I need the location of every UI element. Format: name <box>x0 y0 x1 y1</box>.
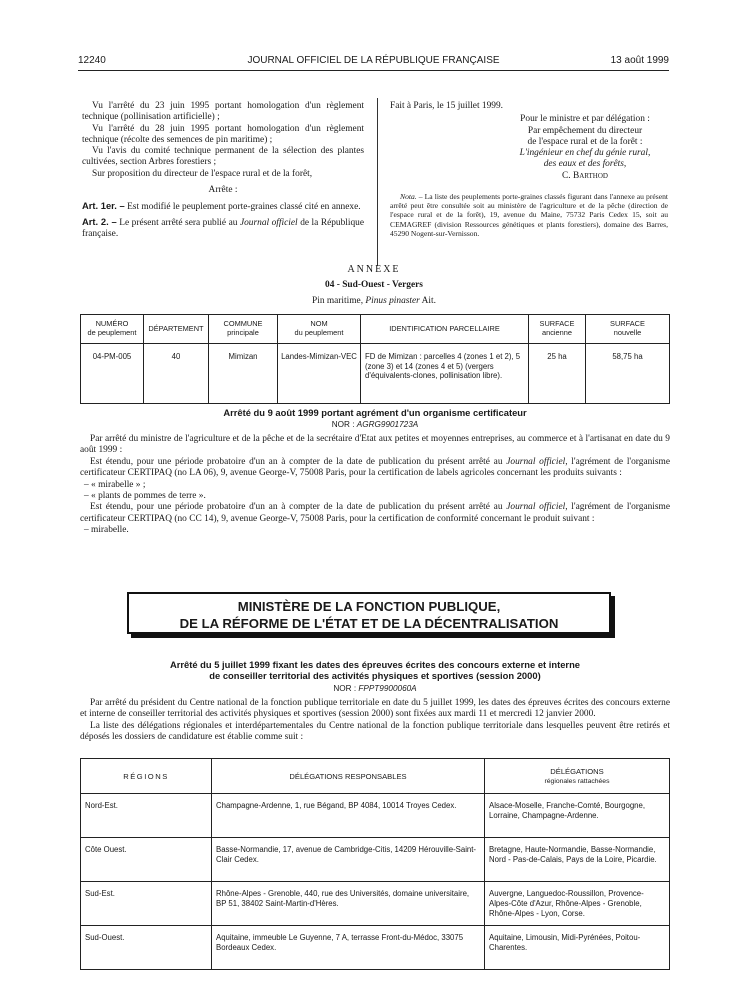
signature-block <box>500 114 670 182</box>
arrete-2-body <box>80 434 670 537</box>
column-divider <box>377 98 378 266</box>
cell-departement: 40 <box>144 344 209 404</box>
article-2 <box>82 216 364 241</box>
list-item: – « plants de pommes de terre ». <box>84 491 206 502</box>
table-row <box>81 838 670 882</box>
column-header: DÉPARTEMENT <box>144 315 209 344</box>
cell-region: Sud-Est. <box>81 882 212 926</box>
column-header: DÉLÉGATIONS régionales rattachées <box>485 759 670 794</box>
delegations-table <box>80 758 670 970</box>
column-header: SURFACE nouvelle <box>586 315 670 344</box>
cell-region: Sud-Ouest. <box>81 926 212 970</box>
ministry-line: MINISTÈRE DE LA FONCTION PUBLIQUE, <box>237 599 501 614</box>
nota-label: Nota. – <box>400 192 423 202</box>
column-header: DÉLÉGATIONS RESPONSABLES <box>212 759 485 794</box>
table-header-row <box>81 759 670 794</box>
header-rule <box>78 70 669 71</box>
table-row <box>81 882 670 926</box>
cell-surface-ancienne: 25 ha <box>529 344 586 404</box>
journal-title: JOURNAL OFFICIEL DE LA RÉPUBLIQUE FRANÇAISE <box>247 55 500 66</box>
cell-rattachees: Bretagne, Haute-Normandie, Basse-Normandie, Nord - Pas-de-Calais, Pays de la Loire, Picardie. <box>485 838 670 882</box>
body-paragraph: Par arrêté du président du Centre national de la fonction publique territoriale en date du 5 juillet 1999, les dates des épreuves écrites des concours externe et interne de conseiller territorial des activités physiques et sportives (session 2000) sont fixées aux mardi 11 et mercredi 12 janvier 2000. <box>80 698 670 720</box>
annex-title: ANNEXE <box>347 264 401 275</box>
signature-line: Par empêchement du directeur <box>527 125 643 136</box>
annex-species: Pin maritime, Pinus pinaster Ait. <box>312 296 436 306</box>
column-header: SURFACE ancienne <box>529 315 586 344</box>
signatory-title: L'ingénieur en chef du génie rural, <box>519 148 651 159</box>
body-paragraph: Est étendu, pour une période probatoire d'un an à compter de la date de publication du présent arrêté au Journal officiel, l'agrément de l'organisme certificateur CERTIPAQ (no CC 14), 9, avenue George-V, 75008 Paris, pour la certification de conformité concernant le produit suivant : <box>80 502 671 524</box>
cell-surface-nouvelle: 58,75 ha <box>586 344 670 404</box>
article-2-text-b: de la République française. <box>82 217 365 239</box>
table-header-row <box>81 315 670 344</box>
left-column <box>82 101 364 240</box>
article-1 <box>82 200 364 213</box>
cell-region: Côte Ouest. <box>81 838 212 882</box>
arrete-heading: Arrête : <box>208 185 238 196</box>
table-row <box>81 794 670 838</box>
article-2-text-a: Le présent arrêté sera publié au <box>119 217 238 228</box>
page-header <box>78 55 669 69</box>
article-2-journal: Journal officiel <box>239 217 298 228</box>
cell-commune: Mimizan <box>209 344 278 404</box>
body-paragraph: La liste des délégations régionales et interdépartementales du Centre national de la fonction publique territoriale dans lesquelles peuvent être retirés et déposés les dossiers de candidature est établie comme suit : <box>80 720 670 743</box>
signatory-title: des eaux et des forêts, <box>543 159 627 170</box>
signatory-name: C. Barthod <box>562 170 608 181</box>
ministry-heading-box <box>127 592 611 634</box>
body-paragraph: Est étendu, pour une période probatoire d'un an à compter de la date de publication du présent arrêté au Journal officiel, l'agrément de l'organisme certificateur CERTIPAQ (no LA 06), 9, avenue George-V, 75008 Paris, pour la certification de labels agricoles concernant les produits suivants : <box>80 456 671 479</box>
cell-region: Nord-Est. <box>81 794 212 838</box>
ministry-line: DE LA RÉFORME DE L'ÉTAT ET DE LA DÉCENTRALISATION <box>179 616 559 631</box>
visa-paragraph: Vu l'arrêté du 28 juin 1995 portant homologation d'un règlement technique (récolte des semences de pin maritime) ; <box>82 123 364 145</box>
visa-paragraph: Sur proposition du directeur de l'espace rural et de la forêt, <box>92 168 313 179</box>
fait-a-paris: Fait à Paris, le 15 juillet 1999. <box>390 101 504 111</box>
issue-date: 13 août 1999 <box>610 55 669 66</box>
table-row <box>81 344 670 404</box>
cell-identification: FD de Mimizan : parcelles 4 (zones 1 et 2), 5 (zone 3) et 14 (zones 4 et 5) (vergers d'équivalents-clones, pollinisation libre). <box>361 344 529 404</box>
article-1-label: Art. 1er. – <box>82 200 125 212</box>
column-header: COMMUNE principale <box>209 315 278 344</box>
signature-line: Pour le ministre et par délégation : <box>520 114 650 125</box>
table-row <box>81 926 670 970</box>
column-header: IDENTIFICATION PARCELLAIRE <box>361 315 529 344</box>
visa-paragraph: Vu l'arrêté du 23 juin 1995 portant homologation d'un règlement technique (pollinisation artificielle) ; <box>82 101 364 123</box>
list-item: – « mirabelle » ; <box>84 479 146 490</box>
cell-delegation: Rhône-Alpes - Grenoble, 440, rue des Universités, domaine universitaire, BP 51, 38402 Saint-Martin-d'Hères. <box>212 882 485 926</box>
list-item: – mirabelle. <box>84 525 129 536</box>
cell-rattachees: Auvergne, Languedoc-Roussillon, Provence-Alpes-Côte d'Azur, Rhône-Alpes - Grenoble, Rhône-Alpes - Lyon, Corse. <box>485 882 670 926</box>
article-1-text: Est modifié le peuplement porte-graines classé cité en annexe. <box>127 202 361 213</box>
article-2-label: Art. 2. – <box>82 215 117 227</box>
arrete-2-title: Arrêté du 9 août 1999 portant agrément d'un organisme certificateur <box>223 407 527 418</box>
cell-nom: Landes-Mimizan-VEC <box>278 344 361 404</box>
column-header: NUMÉRO de peuplement <box>81 315 144 344</box>
page-number: 12240 <box>78 55 106 66</box>
nota-text: La liste des peuplements porte-graines classés figurant dans l'annexe au présent arrêté peut être consultée soit au ministère de l'agriculture et de la pêche (direction de l'espace rural et de la forêt), 19, avenue du Maine, 75732 Paris Cedex 15, soit au CEMAGREF (division Ressources génétiques et plants forestiers), domaine des Barres, 45290 Nogent-sur-Vernisson. <box>390 192 668 238</box>
cell-delegation: Champagne-Ardenne, 1, rue Bégand, BP 4084, 10014 Troyes Cedex. <box>212 794 485 838</box>
cell-rattachees: Alsace-Moselle, Franche-Comté, Bourgogne, Lorraine, Champagne-Ardenne. <box>485 794 670 838</box>
annex-table <box>80 314 670 404</box>
cell-rattachees: Aquitaine, Limousin, Midi-Pyrénées, Poitou-Charentes. <box>485 926 670 970</box>
visa-paragraph: Vu l'avis du comité technique permanent de la sélection des plantes cultivées, section Arbres forestiers ; <box>82 146 364 168</box>
arrete-3-body <box>80 698 670 744</box>
arrete-3-nor: NOR : FPPT9900060A <box>333 684 417 693</box>
signature-line: de l'espace rural et de la forêt : <box>527 136 643 147</box>
nota <box>390 192 668 238</box>
arrete-2-nor: NOR : AGRG9901723A <box>331 420 419 429</box>
arrete-3-title: Arrêté du 5 juillet 1999 fixant les dates des épreuves écrites des concours externe et interne de conseiller territorial des activités physiques et sportives (session 2000) <box>169 659 581 681</box>
right-column <box>390 101 668 246</box>
cell-numero: 04-PM-005 <box>81 344 144 404</box>
cell-delegation: Basse-Normandie, 17, avenue de Cambridge-Citis, 14209 Hérouville-Saint-Clair Cedex. <box>212 838 485 882</box>
column-header: NOM du peuplement <box>278 315 361 344</box>
column-header: RÉGIONS <box>81 759 212 794</box>
annex-subtitle: 04 - Sud-Ouest - Vergers <box>325 280 423 290</box>
cell-delegation: Aquitaine, immeuble Le Guyenne, 7 A, terrasse Front-du-Médoc, 33075 Bordeaux Cedex. <box>212 926 485 970</box>
body-paragraph: Par arrêté du ministre de l'agriculture et de la pêche et de la secrétaire d'Etat aux petites et moyennes entreprises, au commerce et à l'artisanat en date du 9 août 1999 : <box>80 434 670 456</box>
